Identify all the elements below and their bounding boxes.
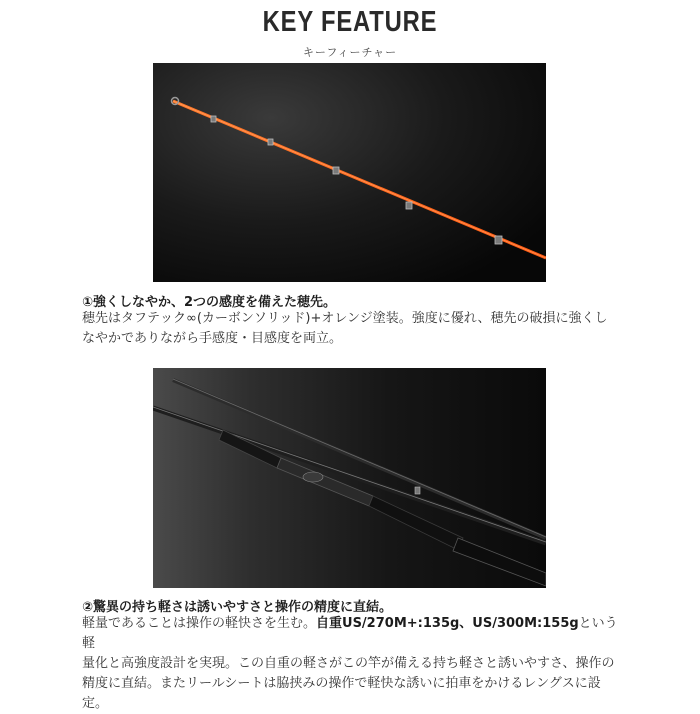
rod-tip-photo: [153, 63, 546, 282]
feature2-line: 量化と高強度設計を実現。この自重の軽さがこの竿が備える持ち軽さと誘いやすさ、操作の: [82, 656, 615, 671]
feature1-line: なやかでありながら手感度・目感度を両立。: [82, 331, 343, 346]
feature2-heading: ②驚異の持ち軽さは誘いやすさと操作の精度に直結。: [82, 600, 393, 615]
feature2-line: 定。: [82, 696, 109, 711]
feature2-text: という軽: [82, 616, 618, 651]
feature2-line: [82, 614, 622, 654]
rod-grip-photo: [153, 368, 546, 588]
feature1-heading: ①強くしなやか、2つの感度を備えた穂先。: [82, 295, 337, 310]
feature2-text: 軽量であることは操作の軽快さを生む。: [82, 616, 317, 631]
page-subtitle: キーフィーチャー: [302, 46, 398, 59]
feature2-line: 精度に直結。またリールシートは脇挟みの操作で軽快な誘いに拍車をかけるレングスに設: [82, 676, 601, 691]
feature2-description: [82, 614, 622, 714]
feature1-line: 穂先はタフテック∞(カーボンソリッド)+オレンジ塗装。強度に優れ、穂先の破損に強くし: [82, 311, 608, 326]
feature2-weight-spec: 自重US/270M+:135g、US/300M:155g: [316, 616, 579, 631]
page-title: KEY FEATURE: [262, 6, 438, 38]
feature1-description: [82, 309, 622, 349]
